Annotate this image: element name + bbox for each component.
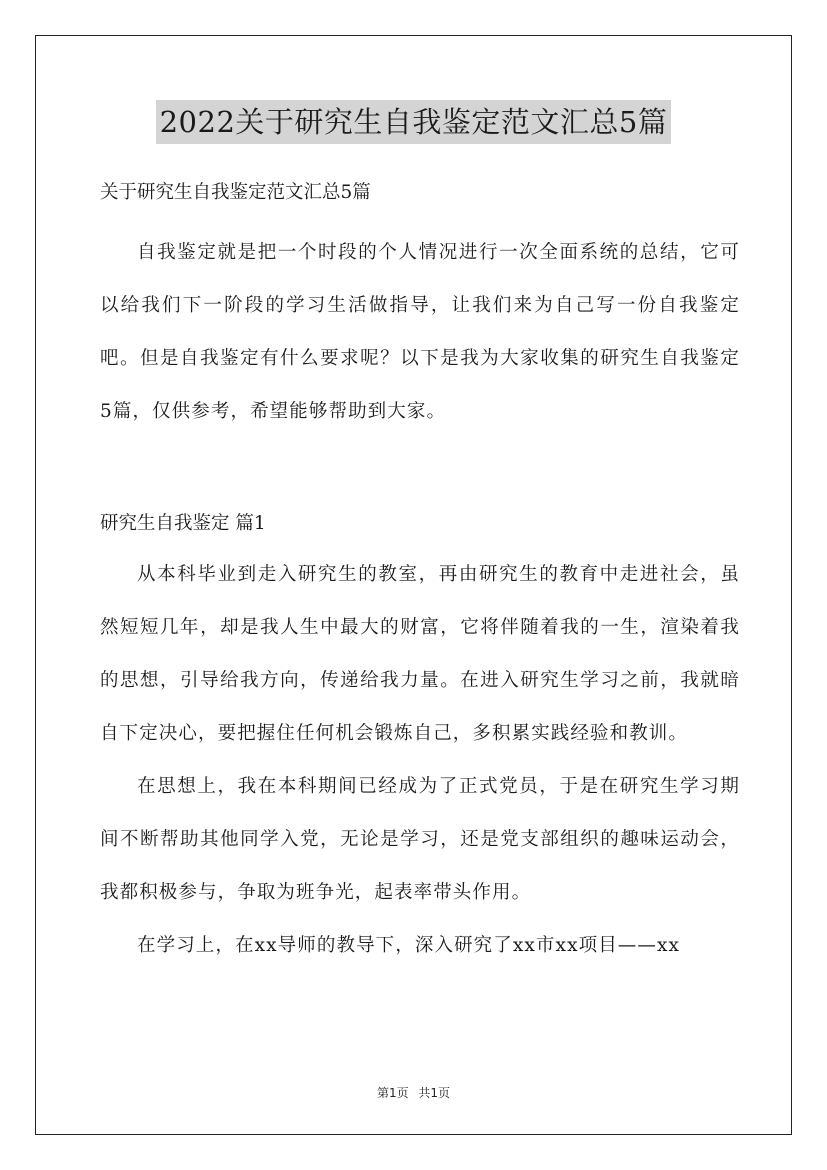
intro-paragraph: 自我鉴定就是把一个时段的个人情况进行一次全面系统的总结，它可以给我们下一阶段的学习生活做指导，让我们来为自己写一份自我鉴定吧。但是自我鉴定有什么要求呢？以下是我为大家收集的研究生自我鉴定5篇，仅供参考，希望能够帮助到大家。 [100,242,740,422]
body-paragraph: 从本科毕业到走入研究生的教室，再由研究生的教育中走进社会，虽然短短几年，却是我人生中最大的财富，它将伴随着我的一生，渲染着我的思想，引导给我方向，传递给我力量。在进入研究生学习之前，我就暗自下定决心，要把握住任何机会锻炼自己，多积累实践经验和教训。 [100,564,740,744]
page-footer [0,1084,827,1101]
body-paragraph: 在思想上，我在本科期间已经成为了正式党员，于是在研究生学习期间不断帮助其他同学入党，无论是学习，还是党支部组织的趣味运动会，我都积极参与，争取为班争光，起表率带头作用。 [100,776,740,903]
document-subtitle: 关于研究生自我鉴定范文汇总5篇 [100,182,371,203]
document-title-text: 2022关于研究生自我鉴定范文汇总5篇 [156,100,672,144]
section-heading: 研究生自我鉴定 篇1 [100,513,266,534]
body-paragraph: 在学习上，在xx导师的教导下，深入研究了xx市xx项目——xx [137,935,681,956]
document-body [100,173,740,972]
page-total: 共1页 [418,1086,451,1100]
page-number: 第1页 [376,1086,409,1100]
document-title [0,100,827,144]
